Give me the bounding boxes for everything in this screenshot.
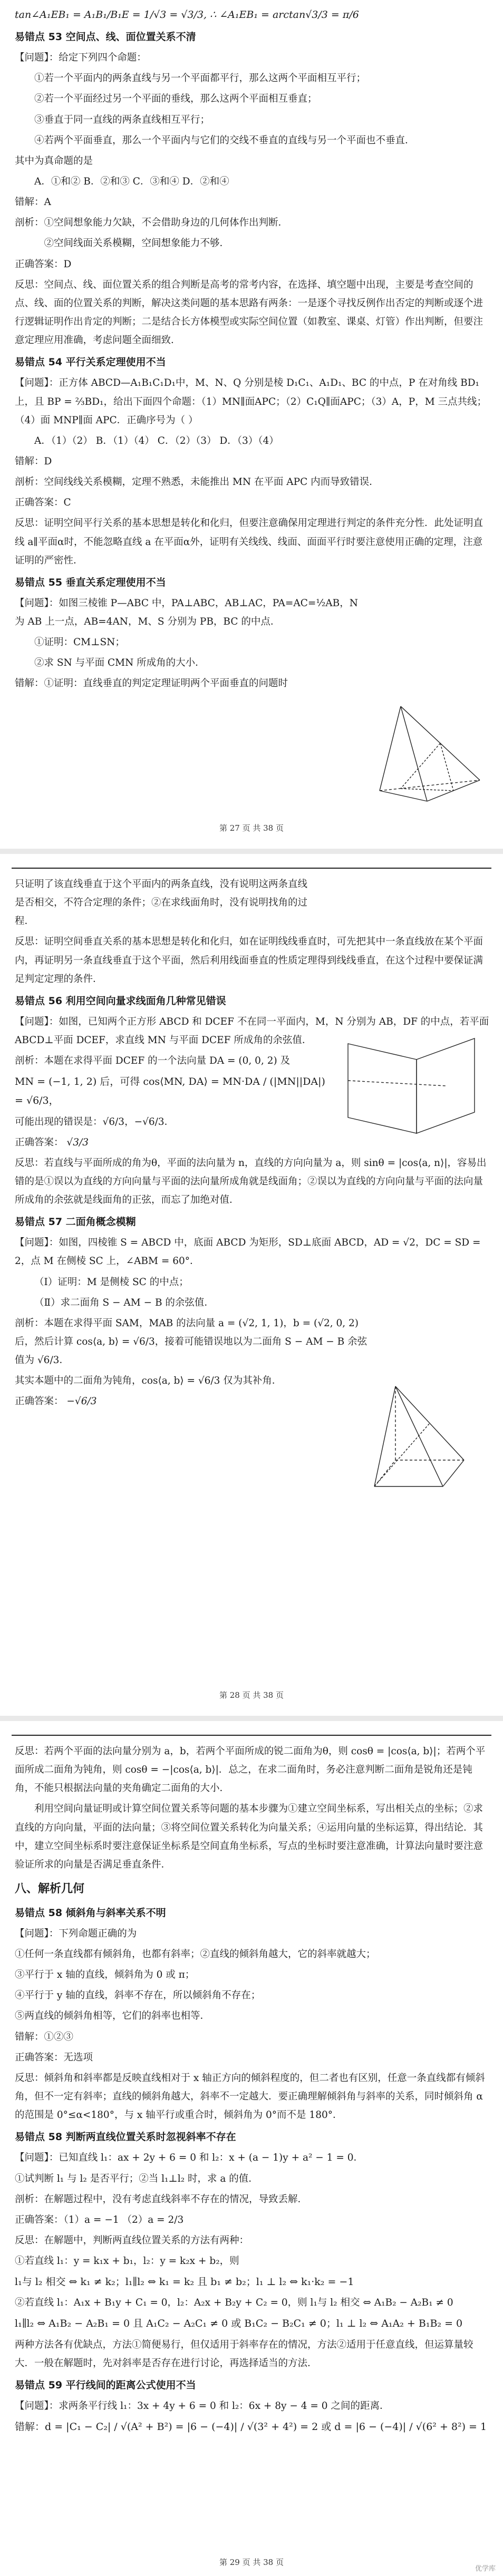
page-gap-1 <box>0 849 503 854</box>
method-1-formulas: l₁与 l₂ 相交 ⇔ k₁ ≠ k₂；l₁∥l₂ ⇔ k₁ = k₂ 且 b₁ ≠ b₂；l₁ ⊥ l₂ ⇔ k₁·k₂ = −1 <box>15 2276 354 2288</box>
heading-54: 易错点 54 平行关系定理使用不当 <box>15 356 166 368</box>
analysis-57: 剖析：本题在求得平面 SAM，MAB 的法向量 a = (√2, 1, 1)，b = (√2, 0, 2) 后，然后计算 cos⟨a, b⟩ = √6/3，接着可能错误地以为二面角 S − AM − B 余弦值为 √6/3． <box>15 1317 367 1366</box>
problem-55-block <box>15 594 363 693</box>
problem-53-intro: 【问题】：给定下列四个命题： <box>15 52 147 64</box>
proposition-1: ①若一个平面内的两条直线与另一个平面都平行，那么这两个平面相互平行； <box>34 73 366 84</box>
problem-55: 【问题】：如图三棱锥 P—ABC 中，PA⊥ABC，AB⊥AC，PA=AC=½AB，N 为 AB 上一点，AB=4AN，M、S 分别为 PB，BC 的中点． <box>15 597 358 628</box>
top-formula: tan∠A₁EB₁ = A₁B₁/B₁E = 1/√3 = √3/3, ∴ ∠A₁EB₁ = arctan√3/3 = π/6 <box>15 9 359 21</box>
reflection-56: 反思：若直线与平面所成的角为θ，平面的法向量为 n，直线的方向向量为 a，则 sinθ = |cos⟨a, n⟩|，容易出错的是①误以为直线的方向向量与平面的法向量所成角就是线面角；②误以为直线的方向向量与平面的法向量所成角的余弦就是线面角的正弦，而忘了加绝对值． <box>15 1157 487 1206</box>
correct-answer-58b: 正确答案：（1）a = −1 （2）a = 2/3 <box>15 2214 184 2225</box>
problem-54: 【问题】：正方体 ABCD—A₁B₁C₁D₁中，M、N、Q 分别是棱 D₁C₁、A₁D₁、BC 的中点，P 在对角线 BD₁上，且 BP = ⅔BD₁，给出下面四个命题：（1）MN∥面APC；（2）C₁Q∥面APC；（3）A，P，M 三点共线；（4）面 MNP∥面 APC．正确序号为（ ） <box>15 377 487 426</box>
wrong-answer-54: 错解：D <box>15 455 52 467</box>
correct-answer-56-value: √3/3 <box>66 1136 89 1148</box>
problem-55-part-1: ①证明：CM⊥SN； <box>34 637 125 648</box>
heading-58b: 易错点 58 判断两直线位置关系时忽视斜率不存在 <box>15 2131 236 2143</box>
correct-answer-53: 正确答案：D <box>15 258 72 270</box>
page-29-body <box>15 1742 489 2438</box>
correct-answer-57-label: 正确答案： <box>15 1396 64 1407</box>
correct-answer-56-row <box>15 1133 331 1152</box>
page-29-number: 第 29 页 共 38 页 <box>219 2558 284 2567</box>
page-28-top-rule <box>12 868 491 869</box>
problem-58b-parts: ①试判断 l₁ 与 l₂ 是否平行；②当 l₁⊥l₂ 时，求 a 的值． <box>15 2173 258 2184</box>
analysis-56-errors: 可能出现的错误是：√6/3，−√6/3． <box>15 1116 175 1127</box>
analysis-56: 剖析：本题在求得平面 DCEF 的一个法向量 DA = (0, 0, 2) 及 <box>15 1055 291 1067</box>
problem-55-part-2: ②求 SN 与平面 CMN 所成角的大小． <box>34 657 205 669</box>
problem-57: 【问题】：如图，四棱锥 S = ABCD 中，底面 ABCD 为矩形，SD⊥底面 ABCD，AD = √2，DC = SD = 2，点 M 在侧棱 SC 上，∠ABM = 60°． <box>15 1237 481 1267</box>
method-note: 两种方法各有优缺点，方法①简便易行，但仅适用于斜率存在的情况，方法②适用于任意直线，但运算量较大．一般在解题时，先对斜率是否存在进行讨论，再选择适当的方法． <box>15 2339 473 2369</box>
problem-58a-2: ③平行于 x 轴的直线，倾斜角为 0 或 π； <box>15 1969 195 1981</box>
heading-55: 易错点 55 垂直关系定理使用不当 <box>15 576 166 588</box>
correct-answer-58a: 正确答案：无选项 <box>15 2052 93 2063</box>
quadrangular-pyramid-figure <box>359 1381 485 1497</box>
wrong-answer-53: 错解：A <box>15 197 51 208</box>
analysis-54: 剖析：空间线线关系模糊，定理不熟悉，未能推出 MN 在平面 APC 内而导致错误． <box>15 477 379 488</box>
problem-54-options: A．（1）（2） B．（1）（4） C．（2）（3） D．（3）（4） <box>34 435 279 446</box>
reflection-58a: 反思：倾斜角和斜率都是反映直线相对于 x 轴正方向的倾斜程度的，但二者也有区别，任意一条直线都有倾斜角，但不一定有斜率；直线的倾斜角越大，斜率不一定越大．要正确理解倾斜角与斜率的关系，同时倾斜角 α 的范围是 0°≤α<180°，与 x 轴平行或重合时，倾斜角为 0°而不是 180°． <box>15 2072 485 2121</box>
page-29-top-rule <box>12 1735 491 1736</box>
wrong-answer-55: 错解：①证明：直线垂直的判定定理证明两个平面垂直的问题时 <box>15 678 288 689</box>
document-page-28 <box>0 854 503 1716</box>
reflection-53: 反思：空间点、线、面位置关系的组合判断是高考的常考内容，在选择、填空题中出现，主要是考查空间的点、线、面的位置关系的判断，解决这类问题的基本思路有两条：一是逐个寻找反例作出否定的判断或逐个进行逻辑证明作出肯定的判断；二是结合长方体模型或实际空间位置（如教室、课桌、灯管）作出判断，但要注意定理应用准确，考虑问题全面细致． <box>15 279 483 346</box>
page-28-number: 第 28 页 共 38 页 <box>219 1690 284 1700</box>
analysis-58b: 剖析：在解题过程中，没有考虑直线斜率不存在的情况，导致丢解． <box>15 2193 308 2205</box>
heading-58a: 易错点 58 倾斜角与斜率关系不明 <box>15 1907 166 1919</box>
correct-answer-54: 正确答案：C <box>15 497 71 509</box>
heading-57: 易错点 57 二面角概念模糊 <box>15 1216 136 1228</box>
reflection-58b: 反思：在解题中，判断两直线位置关系的方法有两种： <box>15 2234 249 2246</box>
page-27-body <box>15 5 489 695</box>
problem-58a-4: ⑤两直线的倾斜角相等，它们的斜率也相等． <box>15 2010 210 2022</box>
section-8-heading: 八、解析几何 <box>15 1882 85 1895</box>
continuation-block <box>15 875 310 930</box>
method-2-formulas: l₁∥l₂ ⇔ A₁B₂ − A₂B₁ = 0 且 A₁C₂ − A₂C₁ ≠ 0 或 B₁C₂ − B₂C₁ ≠ 0；l₁ ⊥ l₂ ⇔ A₁A₂ + B₁B₂ = 0 <box>15 2318 463 2330</box>
analysis-57-block <box>15 1314 373 1369</box>
proposition-4: ④若两个平面垂直，那么一个平面内与它们的交线不垂直的直线与另一个平面也不垂直． <box>34 134 415 146</box>
analysis-57-cont: 其实本题中的二面角为钝角，cos⟨a, b⟩ = √6/3 仅为其补角． <box>15 1375 282 1387</box>
page-gap-2 <box>0 1716 503 1721</box>
continuation-text: 只证明了该直线垂直于这个平面内的两条直线，没有说明这两条直线是否相交，不符合定理的条件；②在求线面角时，没有说明找角的过程． <box>15 879 308 927</box>
problem-58a-intro: 【问题】：下列命题正确的为 <box>15 1928 137 1939</box>
problem-53-options: A．①和② B．②和③ C．③和④ D．②和④ <box>34 176 229 188</box>
correct-answer-57-value: −√6/3 <box>66 1396 97 1407</box>
reflection-54: 反思：证明空间平行关系的基本思想是转化和化归，但要注意确保用定理进行判定的条件充分性．此处证明直线 a∥平面α时，不能忽略直线 a 在平面α外，证明有关线线、线面、面面平行时要注意使用正确的定理，注意证明的严密性． <box>15 518 483 566</box>
proposition-2: ②若一个平面经过另一个平面的垂线，那么这两个平面相互垂直； <box>34 93 317 105</box>
method-2: ②若直线 l₁：A₁x + B₁y + C₁ = 0，l₂：A₂x + B₂y + C₂ = 0，则 l₁与 l₂ 相交 ⇔ A₁B₂ − A₂B₁ ≠ 0 <box>15 2297 453 2309</box>
square-dcef <box>348 1044 417 1133</box>
wrong-answer-59: 错解：d = |C₁ − C₂| / √(A² + B²) = |6 − (−4)| / √(3² + 4²) = 2 或 d = |6 − (−4)| / √(6² + 8²) = 1 <box>15 2421 487 2433</box>
problem-53-ask: 其中为真命题的是 <box>15 155 93 167</box>
problem-57-part-1: （Ⅰ）证明：M 是侧棱 SC 的中点； <box>34 1276 189 1288</box>
analysis-53-2: ②空间线面关系模糊，空间想象能力不够． <box>44 238 230 249</box>
heading-53: 易错点 53 空间点、线、面位置关系不清 <box>15 31 196 43</box>
problem-58a-3: ④平行于 y 轴的直线，斜率不存在，所以倾斜角不存在； <box>15 1990 261 2001</box>
pyramid-figure <box>369 701 490 806</box>
problem-59: 【问题】：求两条平行线 l₁：3x + 4y + 6 = 0 和 l₂：6x + 8y − 4 = 0 之间的距离． <box>15 2400 390 2412</box>
document-page-29 <box>0 1721 503 2576</box>
proposition-3: ③垂直于同一直线的两条直线相互平行； <box>34 114 210 125</box>
analysis-56-calc: MN = (−1, 1, 2) 后，可得 cos⟨MN, DA⟩ = MN·DA / (|MN||DA|) = √6/3， <box>15 1076 325 1107</box>
page-27-number: 第 27 页 共 38 页 <box>219 823 284 833</box>
problem-58b: 【问题】：已知直线 l₁：ax + 2y + 6 = 0 和 l₂：x + (a − 1)y + a² − 1 = 0． <box>15 2152 363 2164</box>
two-squares-figure <box>337 1028 485 1154</box>
analysis-56-block <box>15 1052 331 1152</box>
reflection-57: 反思：若两个平面的法向量分别为 a，b，若两个平面所成的锐二面角为θ，则 cosθ = |cos⟨a, b⟩|；若两个平面所成二面角为钝角，则 cosθ = −|cos⟨a, b⟩|．总之，在求二面角时，务必注意判断二面角是锐角还是钝角，不能只根据法向量的夹角确定二面角的大小． <box>15 1746 486 1794</box>
problem-57-part-2: （Ⅱ）求二面角 S − AM − B 的余弦值． <box>34 1297 214 1308</box>
wrong-answer-58a: 错解：①②③ <box>15 2031 74 2043</box>
problem-58a-1: ①任何一条直线都有倾斜角，也都有斜率；②直线的倾斜角越大，它的斜率就越大； <box>15 1949 376 1960</box>
heading-59: 易错点 59 平行线间的距离公式使用不当 <box>15 2379 196 2391</box>
correct-answer-56-label: 正确答案： <box>15 1136 64 1148</box>
method-1: ①若直线 l₁：y = k₁x + b₁，l₂：y = k₂x + b₂，则 <box>15 2256 239 2267</box>
reflection-57-steps: 利用空间向量证明或计算空间位置关系等问题的基本步骤为①建立空间坐标系，写出相关点的坐标；②求直线的方向向量，平面的法向量；③将空间位置关系转化为向量关系；④运用向量的坐标运算，得出结论．其中，建立空间坐标系时要注意保证坐标系是空间直角坐标系，写点的坐标时要注意准确，计算法向量时要注意验证所求的向量是否满足垂直条件． <box>15 1803 483 1870</box>
problem-56: 【问题】：如图，已知两个正方形 ABCD 和 DCEF 不在同一平面内，M，N 分别为 AB，DF 的中点，若平面 ABCD⊥平面 DCEF，求直线 MN 与平面 DCEF 所成角的余弦值． <box>15 1016 489 1046</box>
reflection-55: 反思：证明空间垂直关系的基本思想是转化和化归，如在证明线线垂直时，可先把其中一条直线放在某个平面内，再证明另一条直线垂直于这个平面，然后利用线面垂直的性质定理得到线线垂直，在这个过程中要保证满足判定定理的条件． <box>15 936 483 985</box>
heading-56: 易错点 56 利用空间向量求线面角几种常见错误 <box>15 995 226 1007</box>
document-page-27 <box>0 0 503 849</box>
watermark-logo: 优学库 <box>475 2565 496 2573</box>
analysis-53-1: 剖析：①空间想象能力欠缺，不会借助身边的几何体作出判断． <box>15 217 288 229</box>
edge-pa <box>380 706 401 791</box>
